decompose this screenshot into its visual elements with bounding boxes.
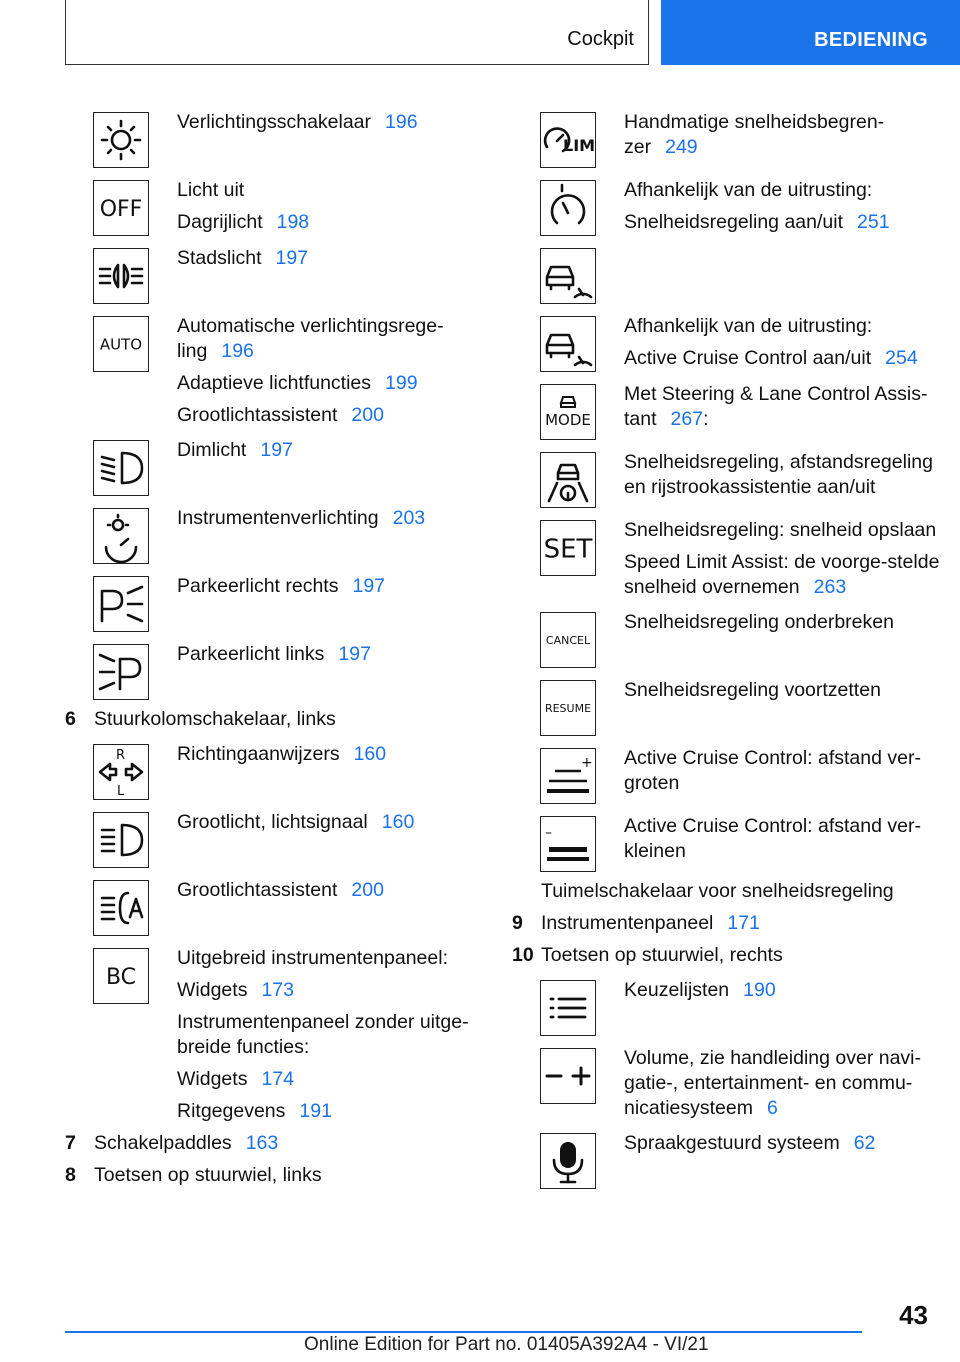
icon-description: [177, 564, 475, 632]
description-line: [624, 550, 952, 600]
volume-icon: [540, 1048, 596, 1104]
icon-description: [177, 236, 475, 304]
description-line: [624, 314, 952, 339]
icon-description: [177, 732, 475, 800]
description-line: [624, 382, 952, 432]
instrument-lighting-icon: [93, 508, 149, 564]
icon-entry: [512, 304, 952, 372]
off-icon: [93, 180, 149, 236]
lane-assist-icon: [540, 452, 596, 508]
icon-entry: [65, 800, 475, 868]
page-ref-link[interactable]: 6: [766, 1097, 778, 1119]
item-number: 8: [65, 1164, 76, 1186]
item-8: [65, 1163, 475, 1188]
item-text: Schakelpaddles: [94, 1132, 232, 1154]
icon-entry: [512, 1121, 952, 1189]
item-text: Toetsen op stuurwiel, links: [94, 1164, 322, 1186]
line-text: Parkeerlicht links: [177, 643, 325, 665]
icon-description: [624, 1036, 952, 1121]
description-line: [624, 178, 952, 203]
line-text: Dimlicht: [177, 439, 247, 461]
page-ref-link[interactable]: 197: [352, 575, 386, 597]
page-ref-link[interactable]: 267: [670, 408, 704, 430]
line-text: Active Cruise Control: afstand ver-kleinen: [624, 815, 921, 862]
cancel-icon: [540, 612, 596, 668]
icon-entry: [65, 632, 475, 700]
icon-description: [624, 440, 952, 508]
turn-signal-icon: [93, 744, 149, 800]
icon-description: [624, 1121, 952, 1189]
icon-description: [177, 496, 475, 564]
description-line: [177, 438, 475, 463]
line-text: Active Cruise Control aan/uit: [624, 347, 872, 369]
line-text: Ritgegevens: [177, 1100, 286, 1122]
speed-limiter-icon: [540, 112, 596, 168]
icon-entry: [65, 564, 475, 632]
line-text: Uitgebreid instrumentenpaneel:: [177, 947, 449, 969]
page-ref-link[interactable]: 263: [813, 576, 847, 598]
header-tab-label: BEDIENING: [814, 29, 928, 51]
page-ref-link[interactable]: 190: [743, 979, 776, 1001]
item-6: [65, 707, 475, 732]
icon-description: [624, 372, 952, 440]
page-ref-link[interactable]: 254: [885, 347, 918, 369]
page-ref-link[interactable]: 160: [353, 743, 387, 765]
parking-light-left-icon: [93, 644, 149, 700]
set-icon: [540, 520, 596, 576]
description-line: [624, 610, 952, 635]
description-line: [177, 946, 475, 971]
icon-description: [177, 800, 475, 868]
description-line: [624, 110, 952, 160]
line-text: Snelheidsregeling, afstandsregeling en rijstrookassistentie aan/uit: [624, 451, 933, 498]
line-text: Richtingaanwijzers: [177, 743, 340, 765]
page-ref-link[interactable]: 203: [392, 507, 426, 529]
line-text: Spraakgestuurd systeem: [624, 1132, 840, 1154]
icon-entry: [512, 236, 952, 304]
page-ref-link[interactable]: 196: [385, 111, 418, 133]
page-ref-link[interactable]: 197: [275, 247, 309, 269]
line-text: Stadslicht: [177, 247, 262, 269]
description-line: [177, 1099, 475, 1124]
icon-entry: [512, 1036, 952, 1121]
acc-icon: [540, 248, 596, 304]
line-text: Snelheidsregeling aan/uit: [624, 211, 843, 233]
auto-icon: [93, 316, 149, 372]
icon-entry: [512, 600, 952, 668]
icon-entry: [65, 496, 475, 564]
icon-glyph-text: OFF: [99, 196, 143, 222]
icon-entry: [512, 508, 952, 600]
icon-entry: [65, 304, 475, 428]
line-text: Active Cruise Control: afstand ver-groten: [624, 747, 921, 794]
line-text: Afhankelijk van de uitrusting:: [624, 179, 873, 201]
item-9: [512, 911, 952, 936]
icon-glyph-text: RESUME: [544, 701, 592, 715]
page-ref-link[interactable]: 199: [385, 372, 418, 394]
icon-entry: [65, 428, 475, 496]
bc-icon: [93, 948, 149, 1004]
high-beam-icon: [93, 812, 149, 868]
page-ref-link[interactable]: 197: [260, 439, 293, 461]
icon-entry: [65, 936, 475, 1124]
rocker-switch-text: Tuimelschakelaar voor snelheidsregeling: [541, 880, 894, 902]
icon-entry: [512, 668, 952, 736]
icon-entry: [65, 236, 475, 304]
icon-description: [624, 736, 952, 804]
icon-description: [624, 236, 952, 304]
icon-entry: [512, 372, 952, 440]
description-line: [624, 450, 952, 500]
line-text: Snelheidsregeling: snelheid opslaan: [624, 519, 937, 541]
list-icon: [540, 980, 596, 1036]
icon-description: [177, 632, 475, 700]
description-line: [624, 1131, 952, 1156]
page-ref-link[interactable]: 191: [299, 1100, 332, 1122]
high-beam-assistant-icon: [93, 880, 149, 936]
line-text: Dagrijlicht: [177, 211, 263, 233]
description-line: [177, 810, 475, 835]
low-beam-icon: [93, 440, 149, 496]
line-text: Keuzelijsten: [624, 979, 730, 1001]
line-text: Volume, zie handleiding over navi-gatie-, entertainment- en commu-nicatiesysteem: [624, 1047, 922, 1119]
light-switch-icon: [93, 112, 149, 168]
page-ref-link[interactable]: 200: [351, 879, 384, 901]
description-line: [177, 371, 475, 396]
item-number: 10: [512, 944, 534, 966]
icon-description: [177, 868, 475, 936]
icon-entry: [65, 100, 475, 168]
line-text: Adaptieve lichtfuncties: [177, 372, 372, 394]
distance-decrease-icon: [540, 816, 596, 872]
icon-entry: [512, 440, 952, 508]
description-line: [177, 642, 475, 667]
item-7: [65, 1131, 475, 1156]
page-ref-link[interactable]: 197: [338, 643, 371, 665]
left-icon-list-a: [65, 100, 475, 700]
page-ref-link[interactable]: 160: [381, 811, 415, 833]
page-ref-link[interactable]: 196: [221, 340, 254, 362]
header-section-title: Cockpit: [567, 28, 634, 50]
icon-entry: [512, 968, 952, 1036]
icon-description: [624, 100, 952, 168]
line-text: Automatische verlichtingsrege-ling: [177, 315, 444, 362]
parking-lights-icon: [93, 248, 149, 304]
description-line: [177, 210, 475, 235]
parking-light-right-icon: [93, 576, 149, 632]
page-ref-link[interactable]: 198: [276, 211, 310, 233]
microphone-icon: [540, 1133, 596, 1189]
description-line: [624, 678, 952, 703]
description-line: [624, 518, 952, 543]
footer-divider: [65, 1331, 862, 1333]
icon-description: [177, 428, 475, 496]
line-text: Met Steering & Lane Control Assis-tant: [624, 383, 928, 430]
line-text: Widgets: [177, 979, 248, 1001]
cruise-control-icon: [540, 180, 596, 236]
icon-glyph-text: CANCEL: [545, 633, 591, 647]
icon-entry: [65, 732, 475, 800]
item-text: Instrumentenpaneel: [541, 912, 714, 934]
icon-entry: [512, 100, 952, 168]
mode-icon: [540, 384, 596, 440]
icon-description: [177, 168, 475, 236]
item-number: 9: [512, 912, 523, 934]
line-text: Verlichtingsschakelaar: [177, 111, 372, 133]
svg-text:R: R: [116, 748, 126, 763]
item-10: [512, 943, 952, 968]
line-text: Instrumentenverlichting: [177, 507, 379, 529]
item-number: 6: [65, 708, 76, 730]
distance-increase-icon: [540, 748, 596, 804]
description-line: [177, 978, 475, 1003]
acc-icon-2: [540, 316, 596, 372]
page-ref-link[interactable]: 171: [727, 912, 760, 934]
right-icon-list-a: [512, 100, 952, 872]
icon-description: [177, 100, 475, 168]
item-text: Stuurkolomschakelaar, links: [94, 708, 336, 730]
description-line: [624, 746, 952, 796]
icon-entry: [512, 736, 952, 804]
icon-description: [177, 936, 475, 1124]
line-text: Afhankelijk van de uitrusting:: [624, 315, 873, 337]
description-line: [177, 878, 475, 903]
left-column: [65, 100, 475, 1188]
description-line: [177, 742, 475, 767]
description-line: [177, 178, 475, 203]
icon-entry: [512, 168, 952, 236]
svg-text:L: L: [117, 784, 125, 799]
svg-text:–: –: [545, 825, 552, 841]
description-line: [624, 346, 952, 371]
footer-edition: Online Edition for Part no. 01405A392A4 - VI/21: [304, 1334, 709, 1355]
item-text: Toetsen op stuurwiel, rechts: [541, 944, 783, 966]
line-text: Handmatige snelheidsbegren-zer: [624, 111, 885, 158]
description-line: [177, 574, 475, 599]
line-text: Grootlichtassistent: [177, 404, 338, 426]
description-line: [624, 814, 952, 864]
item-number: 7: [65, 1132, 76, 1154]
icon-entry: [65, 868, 475, 936]
icon-description: [624, 304, 952, 372]
page-number: 43: [899, 1300, 928, 1330]
icon-entry: [512, 804, 952, 872]
description-line: [177, 1010, 475, 1060]
line-text: Parkeerlicht rechts: [177, 575, 339, 597]
icon-description: [624, 168, 952, 236]
description-line: [177, 110, 475, 135]
line-text: Widgets: [177, 1068, 248, 1090]
description-line: [624, 210, 952, 235]
icon-description: [624, 968, 952, 1036]
line-text: Grootlicht, lichtsignaal: [177, 811, 368, 833]
svg-text:LIM: LIM: [563, 136, 595, 155]
icon-description: [624, 600, 952, 668]
resume-icon: [540, 680, 596, 736]
page-ref-link[interactable]: 173: [261, 979, 294, 1001]
icon-description: [624, 508, 952, 600]
line-text: Instrumentenpaneel zonder uitge-breide functies:: [177, 1011, 469, 1058]
header-tab[interactable]: [661, 0, 960, 65]
line-text: Speed Limit Assist: de voorge-stelde snelheid overnemen: [624, 551, 940, 598]
description-line: [624, 1046, 952, 1121]
line-text: Snelheidsregeling voortzetten: [624, 679, 881, 701]
icon-glyph-text: MODE: [545, 411, 591, 429]
right-icon-list-b: [512, 968, 952, 1189]
description-line: [177, 403, 475, 428]
icon-glyph-text: BC: [105, 964, 137, 990]
description-line: [177, 246, 475, 271]
left-icon-list-b: [65, 732, 475, 1124]
icon-entry: [65, 168, 475, 236]
page-ref-link[interactable]: 62: [853, 1132, 876, 1154]
right-column: [512, 100, 952, 1189]
description-line: [177, 314, 475, 364]
icon-glyph-text: SET: [543, 534, 593, 565]
svg-text:+: +: [581, 755, 593, 771]
page-ref-link[interactable]: 251: [857, 211, 890, 233]
page-ref-link[interactable]: 200: [351, 404, 384, 426]
icon-glyph-text: AUTO: [99, 335, 143, 354]
page-ref-link[interactable]: 249: [665, 136, 698, 158]
page-ref-link[interactable]: 163: [245, 1132, 279, 1154]
description-line: [177, 1067, 475, 1092]
icon-description: [624, 668, 952, 736]
line-text: Grootlichtassistent: [177, 879, 338, 901]
icon-description: [177, 304, 475, 428]
line-text: Snelheidsregeling onderbreken: [624, 611, 894, 633]
description-line: [624, 978, 952, 1003]
page-ref-link[interactable]: 174: [261, 1068, 294, 1090]
icon-description: [624, 804, 952, 872]
line-text: Licht uit: [177, 179, 245, 201]
line-suffix: :: [703, 408, 709, 430]
header-box: [65, 0, 649, 65]
description-line: [177, 506, 475, 531]
